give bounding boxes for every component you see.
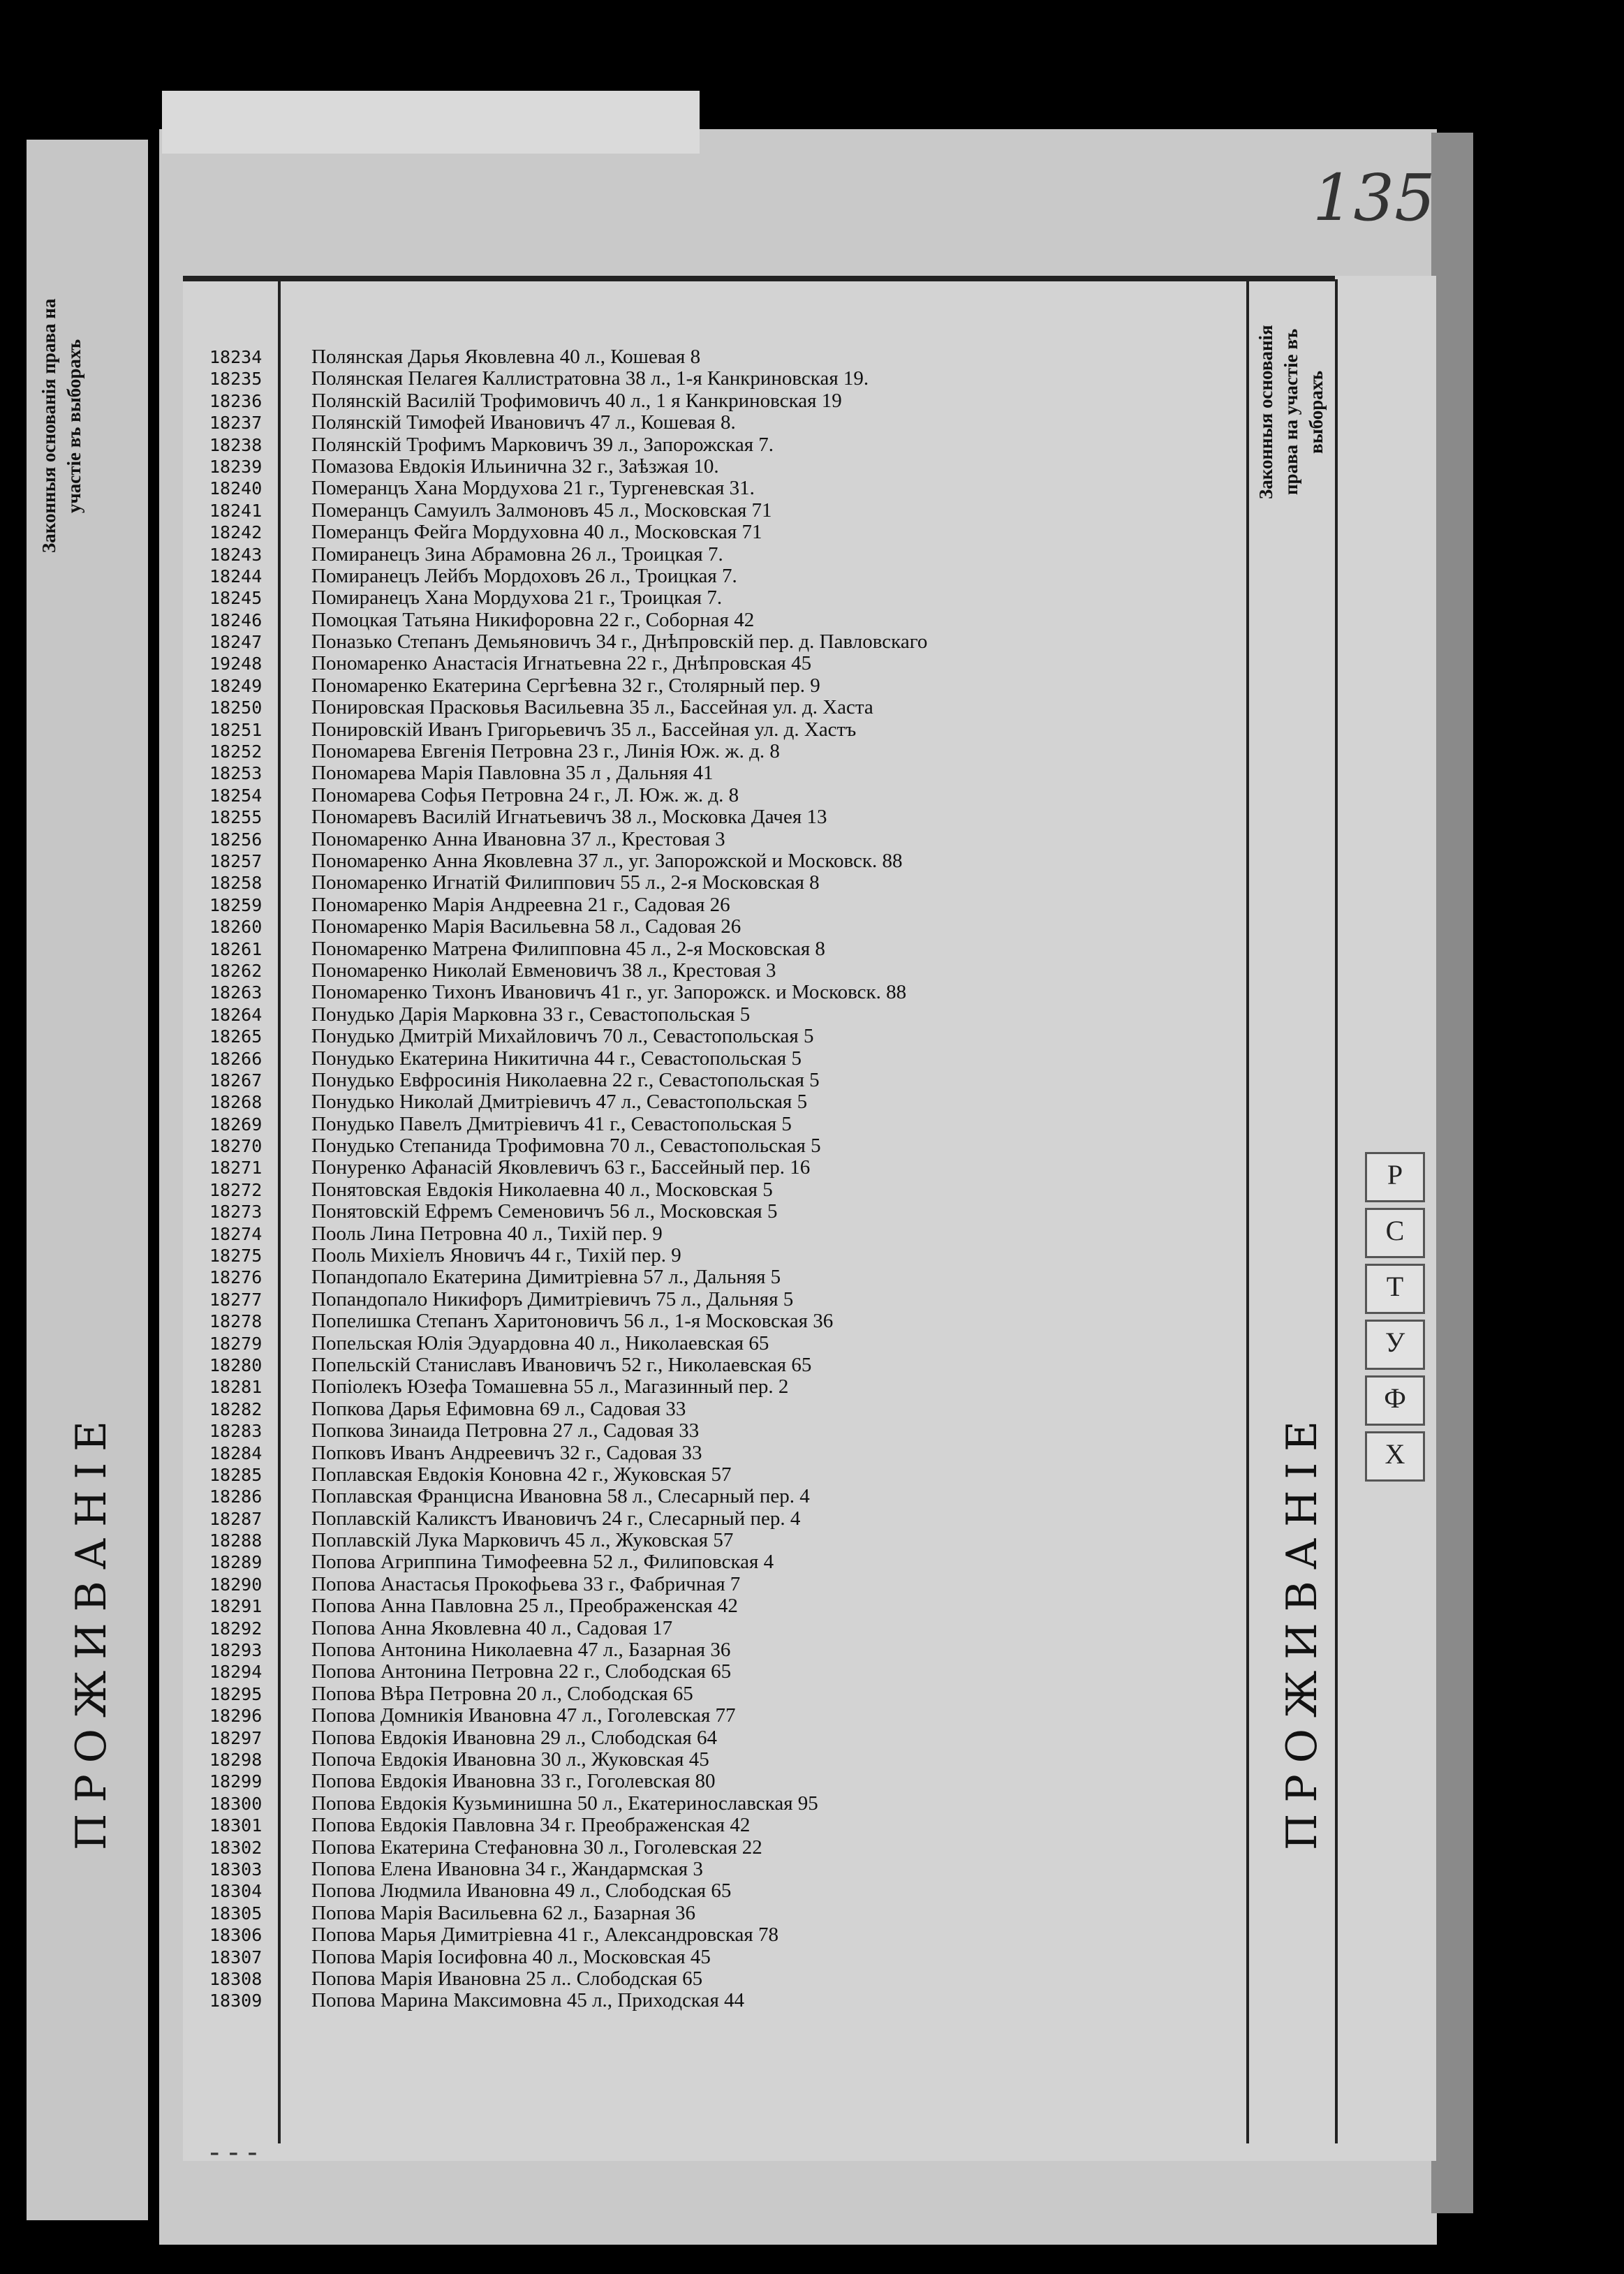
entry-number: 18294 <box>209 1662 263 1683</box>
index-tab[interactable]: Р <box>1365 1152 1425 1202</box>
entry-text: Попова Екатерина Стефановна 30 л., Гоголевская 22 <box>311 1836 762 1859</box>
folio-number: 135 <box>1313 161 1435 235</box>
entry-text: Попова Антонина Петровна 22 г., Слободская 65 <box>311 1660 732 1683</box>
entry-number: 18270 <box>209 1136 263 1157</box>
list-item <box>209 1508 1187 1530</box>
entry-text: Попова Антонина Николаевна 47 л., Базарная 36 <box>311 1639 731 1662</box>
list-item <box>209 1026 1187 1047</box>
list-item <box>209 346 1187 368</box>
right-section-title: ПРОЖИВАНІЕ <box>1278 1410 1327 1850</box>
entry-text: Попова Елена Ивановна 34 г., Жандармская 3 <box>311 1857 703 1880</box>
entry-number: 18253 <box>209 763 263 784</box>
entry-text: Пономаренко Марія Васильевна 58 л., Садовая 26 <box>311 915 741 938</box>
list-item <box>209 1815 1187 1836</box>
entry-text: Померанцъ Фейга Мордуховна 40 л., Московская 71 <box>311 521 762 544</box>
entry-text: Помиранецъ Хана Мордухова 21 г., Троицкая 7. <box>311 586 723 610</box>
entry-number: 18287 <box>209 1508 263 1529</box>
entry-text: Попова Марья Димитріевна 41 г., Александровская 78 <box>311 1924 778 1947</box>
list-item <box>209 1990 1187 2011</box>
entry-number: 18246 <box>209 610 263 630</box>
entry-number: 18269 <box>209 1114 263 1135</box>
list-item <box>209 675 1187 697</box>
list-item <box>209 719 1187 741</box>
entry-text: Понировскій Иванъ Григорьевичъ 35 л., Бассейная ул. д. Хастъ <box>311 718 857 741</box>
entry-number: 18261 <box>209 938 263 959</box>
entry-number: 18245 <box>209 588 263 609</box>
list-item <box>209 544 1187 566</box>
list-item <box>209 1880 1187 1902</box>
entry-number: 18263 <box>209 982 263 1003</box>
entry-number: 18267 <box>209 1070 263 1091</box>
entry-text: Пономарева Евгенія Петровна 23 г., Линія Юж. ж. д. 8 <box>311 740 780 763</box>
outer-right-rule <box>1335 279 1338 2143</box>
list-item <box>209 434 1187 456</box>
entry-text: Попелишка Степанъ Харитоновичъ 56 л., 1-я Московская 36 <box>311 1310 834 1333</box>
entry-text: Попова Анна Павловна 25 л., Преображенская 42 <box>311 1595 738 1618</box>
entry-number: 18266 <box>209 1048 263 1069</box>
entry-text: Пономаренко Марія Андреевна 21 г., Садовая 26 <box>311 893 730 916</box>
list-item <box>209 1486 1187 1507</box>
entry-number: 18247 <box>209 632 263 653</box>
entry-number: 18272 <box>209 1179 263 1200</box>
entry-number: 18249 <box>209 675 263 696</box>
entry-text: Попова Марія Васильевна 62 л., Базарная 36 <box>311 1901 696 1924</box>
list-item <box>209 1574 1187 1595</box>
entry-text: Пооль Михіелъ Яновичъ 44 г., Тихій пер. 9 <box>311 1244 681 1267</box>
entry-text: Попова Евдокія Павловна 34 г. Преображенская 42 <box>311 1814 751 1837</box>
entry-text: Попова Анна Яковлевна 40 л., Садовая 17 <box>311 1616 673 1639</box>
list-item <box>209 1968 1187 1990</box>
entry-number: 18237 <box>209 413 263 434</box>
entry-number: 18250 <box>209 697 263 718</box>
entry-number: 18276 <box>209 1267 263 1288</box>
list-item <box>209 762 1187 784</box>
list-item <box>209 1398 1187 1420</box>
entry-number: 18238 <box>209 434 263 455</box>
entry-number: 18301 <box>209 1815 263 1836</box>
list-item <box>209 566 1187 587</box>
entry-number: 18278 <box>209 1311 263 1332</box>
list-item <box>209 456 1187 478</box>
entry-text: Полянскій Трофимъ Марковичъ 39 л., Запорожская 7. <box>311 433 774 456</box>
end-mark: - - - <box>209 2136 258 2169</box>
entry-text: Попіолекъ Юзефа Томашевна 55 л., Магазинный пер. 2 <box>311 1375 789 1398</box>
entry-number: 18241 <box>209 500 263 521</box>
entry-text: Попова Марія Іосифовна 40 л., Московская 45 <box>311 1945 711 1968</box>
entry-number: 18258 <box>209 873 263 894</box>
entry-text: Попоча Евдокія Ивановна 30 л., Жуковская 45 <box>311 1748 709 1771</box>
list-item <box>209 631 1187 653</box>
list-item <box>209 653 1187 674</box>
right-column-rule <box>1246 279 1249 2143</box>
entry-number: 18307 <box>209 1947 263 1967</box>
alphabet-index-tabs <box>1365 1152 1449 1487</box>
list-item <box>209 412 1187 434</box>
entry-text: Попковъ Иванъ Андреевичъ 32 г., Садовая 33 <box>311 1441 702 1464</box>
list-item <box>209 1201 1187 1223</box>
list-item <box>209 1618 1187 1639</box>
entry-text: Понятовская Евдокія Николаевна 40 л., Московская 5 <box>311 1178 773 1201</box>
list-item <box>209 1793 1187 1815</box>
index-tab[interactable]: Т <box>1365 1264 1425 1314</box>
entry-text: Помиранецъ Лейбъ Мордоховъ 26 л., Троицкая 7. <box>311 564 737 587</box>
entry-text: Пономарева Марія Павловна 35 л , Дальняя 41 <box>311 762 714 785</box>
list-item <box>209 1749 1187 1771</box>
entry-text: Понуренко Афанасій Яковлевичъ 63 г., Бассейный пер. 16 <box>311 1156 811 1179</box>
entry-number: 18244 <box>209 566 263 586</box>
list-item <box>209 1947 1187 1968</box>
entry-number: 18243 <box>209 544 263 565</box>
entry-text: Полянскій Тимофей Ивановичъ 47 л., Кошевая 8. <box>311 411 736 434</box>
right-column-heading: Законныя основанія права на участіе въ выборахъ <box>1255 325 1327 499</box>
entry-list <box>209 346 1187 2012</box>
list-item <box>209 894 1187 916</box>
entry-text: Попова Марина Максимовна 45 л., Приходская 44 <box>311 1989 745 2012</box>
list-item <box>209 1683 1187 1705</box>
entry-text: Понудько Павелъ Дмитріевичъ 41 г., Севастопольская 5 <box>311 1112 792 1135</box>
entry-number: 18283 <box>209 1421 263 1442</box>
list-item <box>209 1135 1187 1157</box>
index-tab[interactable]: С <box>1365 1208 1425 1258</box>
list-item <box>209 1004 1187 1026</box>
entry-text: Померанцъ Хана Мордухова 21 г., Тургеневская 31. <box>311 477 755 500</box>
list-item <box>209 1048 1187 1070</box>
entry-text: Попельскій Станиславъ Ивановичъ 52 г., Николаевская 65 <box>311 1353 812 1376</box>
list-item <box>209 1771 1187 1792</box>
entry-number: 18289 <box>209 1552 263 1573</box>
entry-number: 18256 <box>209 829 263 850</box>
entry-text: Пономаренко Анна Яковлевна 37 л., уг. Запорожской и Московск. 88 <box>311 849 903 872</box>
entry-number: 18288 <box>209 1530 263 1551</box>
entry-number: 18271 <box>209 1158 263 1179</box>
entry-number: 18239 <box>209 456 263 477</box>
entry-text: Попова Марія Ивановна 25 л.. Слободская 65 <box>311 1967 703 1990</box>
entry-number: 18255 <box>209 807 263 828</box>
entry-text: Пономаревъ Василій Игнатьевичъ 38 л., Московка Дачея 13 <box>311 806 827 829</box>
left-section-title: ПРОЖИВАНІЕ <box>67 1410 116 1850</box>
entry-number: 18273 <box>209 1202 263 1223</box>
entry-number: 18242 <box>209 522 263 543</box>
index-tab[interactable]: Х <box>1365 1431 1425 1482</box>
entry-text: Попова Евдокія Ивановна 29 л., Слободская 64 <box>311 1726 717 1749</box>
entry-text: Помиранецъ Зина Абрамовна 26 л., Троицкая 7. <box>311 542 723 566</box>
entry-text: Помазова Евдокія Ильинична 32 г., Заѣзжая 10. <box>311 455 719 478</box>
list-item <box>209 390 1187 412</box>
list-item <box>209 982 1187 1003</box>
entry-number: 18257 <box>209 850 263 871</box>
list-item <box>209 1070 1187 1091</box>
entry-text: Понудько Дарія Марковна 33 г., Севастопольская 5 <box>311 1003 751 1026</box>
entry-number: 18284 <box>209 1442 263 1463</box>
entry-text: Пономаренко Анастасія Игнатьевна 22 г., Днѣпровская 45 <box>311 652 812 675</box>
entry-text: Пономаренко Анна Ивановна 37 л., Крестовая 3 <box>311 827 725 850</box>
list-item <box>209 1595 1187 1617</box>
entry-number: 18304 <box>209 1881 263 1902</box>
list-item <box>209 1157 1187 1179</box>
entry-number: 18236 <box>209 390 263 411</box>
entry-text: Попандопало Екатерина Димитріевна 57 л., Дальняя 5 <box>311 1266 781 1289</box>
entry-number: 18296 <box>209 1706 263 1727</box>
entry-number: 18306 <box>209 1925 263 1946</box>
index-tab[interactable]: У <box>1365 1320 1425 1370</box>
list-item <box>209 1837 1187 1859</box>
entry-text: Понировская Прасковья Васильевна 35 л., Бассейная ул. д. Хаста <box>311 696 873 719</box>
list-item <box>209 1289 1187 1310</box>
entry-text: Попкова Дарья Ефимовна 69 л., Садовая 33 <box>311 1397 686 1420</box>
entry-number: 18260 <box>209 917 263 938</box>
list-item <box>209 1727 1187 1749</box>
list-item <box>209 916 1187 938</box>
entry-text: Понудько Екатерина Никитична 44 г., Севастопольская 5 <box>311 1047 802 1070</box>
list-item <box>209 1376 1187 1398</box>
entry-text: Пономарева Софья Петровна 24 г., Л. Юж. ж. д. 8 <box>311 783 739 806</box>
list-item <box>209 1310 1187 1332</box>
list-item <box>209 960 1187 982</box>
entry-number: 19248 <box>209 654 263 674</box>
entry-number: 18235 <box>209 369 263 390</box>
list-item <box>209 500 1187 522</box>
list-item <box>209 1091 1187 1113</box>
entry-number: 18292 <box>209 1618 263 1639</box>
list-item <box>209 1420 1187 1442</box>
entry-number: 18303 <box>209 1859 263 1880</box>
entry-number: 18300 <box>209 1793 263 1814</box>
entry-number: 18295 <box>209 1683 263 1704</box>
entry-number: 18277 <box>209 1289 263 1310</box>
entry-number: 18291 <box>209 1596 263 1617</box>
list-item <box>209 1859 1187 1880</box>
entry-number: 18308 <box>209 1968 263 1989</box>
entry-number: 18274 <box>209 1223 263 1244</box>
entry-number: 18234 <box>209 347 263 367</box>
list-item <box>209 1354 1187 1376</box>
entry-text: Поплавская Францисна Ивановна 58 л., Слесарный пер. 4 <box>311 1485 810 1508</box>
list-item <box>209 522 1187 543</box>
entry-text: Понудько Евфросинія Николаевна 22 г., Севастопольская 5 <box>311 1068 820 1091</box>
entry-number: 18262 <box>209 960 263 981</box>
entry-number: 18309 <box>209 1991 263 2011</box>
list-item <box>209 1442 1187 1464</box>
entry-number: 18251 <box>209 719 263 740</box>
list-item <box>209 1705 1187 1727</box>
list-item <box>209 1267 1187 1288</box>
entry-text: Полянскій Василій Трофимовичъ 40 л., 1 я Канкриновская 19 <box>311 389 842 412</box>
entry-text: Понудько Николай Дмитріевичъ 47 л., Севастопольская 5 <box>311 1091 808 1114</box>
entry-text: Пономаренко Матрена Филипповна 45 л., 2-я Московская 8 <box>311 937 825 960</box>
entry-text: Понудько Степанида Трофимовна 70 л., Севастопольская 5 <box>311 1135 821 1158</box>
entry-number: 18285 <box>209 1464 263 1485</box>
entry-text: Попова Евдокія Ивановна 33 г., Гоголевская 80 <box>311 1770 716 1793</box>
list-item <box>209 368 1187 390</box>
list-item <box>209 1179 1187 1201</box>
entry-number: 18290 <box>209 1574 263 1595</box>
list-item <box>209 938 1187 960</box>
entry-number: 18302 <box>209 1837 263 1858</box>
list-item <box>209 872 1187 894</box>
index-tab[interactable]: Ф <box>1365 1375 1425 1426</box>
entry-text: Пооль Лина Петровна 40 л., Тихій пер. 9 <box>311 1222 663 1245</box>
entry-text: Поназько Степанъ Демьяновичъ 34 г., Днѣпровскій пер. д. Павловскаго <box>311 630 928 654</box>
list-item <box>209 1661 1187 1683</box>
entry-text: Понятовскій Ефремъ Семеновичъ 56 л., Московская 5 <box>311 1200 778 1223</box>
list-item <box>209 1903 1187 1924</box>
entry-number: 18280 <box>209 1354 263 1375</box>
entry-text: Поплавскій Каликстъ Ивановичъ 24 г., Слесарный пер. 4 <box>311 1507 801 1530</box>
entry-number: 18268 <box>209 1092 263 1113</box>
entry-text: Попова Евдокія Кузьминишна 50 л., Екатеринославская 95 <box>311 1792 818 1815</box>
list-item <box>209 785 1187 806</box>
list-item <box>209 1639 1187 1661</box>
list-item <box>209 1551 1187 1573</box>
entry-text: Попова Агриппина Тимофеевна 52 л., Филиповская 4 <box>311 1551 774 1574</box>
entry-text: Померанцъ Самуилъ Залмоновъ 45 л., Московская 71 <box>311 499 772 522</box>
list-item <box>209 587 1187 609</box>
entry-number: 18297 <box>209 1727 263 1748</box>
list-item <box>209 829 1187 850</box>
entry-text: Помоцкая Татьяна Никифоровна 22 г., Соборная 42 <box>311 608 755 631</box>
list-item <box>209 806 1187 828</box>
entry-text: Полянская Пелагея Каллистратовна 38 л., 1-я Канкриновская 19. <box>311 367 869 390</box>
entry-text: Пономаренко Игнатій Филиппович 55 л., 2-я Московская 8 <box>311 871 820 894</box>
entry-text: Полянская Дарья Яковлевна 40 л., Кошевая 8 <box>311 346 701 368</box>
list-item <box>209 1223 1187 1245</box>
entry-number: 18252 <box>209 741 263 762</box>
entry-number: 18275 <box>209 1246 263 1267</box>
entry-text: Поплавская Евдокія Коновна 42 г., Жуковская 57 <box>311 1463 732 1486</box>
list-item <box>209 850 1187 872</box>
entry-number: 18299 <box>209 1771 263 1792</box>
page-tab-slip <box>162 91 700 154</box>
entry-number: 18282 <box>209 1398 263 1419</box>
entry-number: 18240 <box>209 478 263 499</box>
list-item <box>209 1333 1187 1354</box>
entry-number: 18298 <box>209 1750 263 1770</box>
list-item <box>209 478 1187 499</box>
list-item <box>209 1464 1187 1486</box>
entry-number: 18293 <box>209 1640 263 1661</box>
entry-number: 18254 <box>209 785 263 806</box>
entry-number: 18305 <box>209 1903 263 1924</box>
left-column-heading: Законныя основанія права на участіе въ выборахъ <box>38 298 84 554</box>
list-item <box>209 1530 1187 1551</box>
list-item <box>209 697 1187 718</box>
entry-number: 18265 <box>209 1026 263 1047</box>
entry-text: Поплавскій Лука Марковичъ 45 л., Жуковская 57 <box>311 1529 734 1552</box>
list-item <box>209 1245 1187 1267</box>
entry-text: Попова Домникія Ивановна 47 л., Гоголевская 77 <box>311 1704 736 1727</box>
list-item <box>209 1114 1187 1135</box>
entry-number: 18286 <box>209 1486 263 1507</box>
top-rule <box>183 276 1335 281</box>
entry-text: Пономаренко Екатерина Сергѣевна 32 г., Столярный пер. 9 <box>311 674 820 697</box>
entry-text: Пономаренко Николай Евменовичъ 38 л., Крестовая 3 <box>311 959 776 982</box>
entry-text: Попкова Зинаида Петровна 27 л., Садовая 33 <box>311 1419 700 1442</box>
entry-text: Попельская Юлія Эдуардовна 40 л., Николаевская 65 <box>311 1331 769 1354</box>
entry-text: Попова Людмила Ивановна 49 л., Слободская 65 <box>311 1880 732 1903</box>
entry-text: Пономаренко Тихонъ Ивановичъ 41 г., уг. Запорожск. и Московск. 88 <box>311 981 907 1004</box>
list-item <box>209 610 1187 631</box>
entry-number: 18281 <box>209 1377 263 1398</box>
entry-number: 18259 <box>209 894 263 915</box>
entry-text: Попандопало Никифоръ Димитріевичъ 75 л., Дальняя 5 <box>311 1287 794 1310</box>
list-item <box>209 1924 1187 1946</box>
list-item <box>209 741 1187 762</box>
entry-number: 18279 <box>209 1333 263 1354</box>
entry-text: Понудько Дмитрій Михайловичъ 70 л., Севастопольская 5 <box>311 1025 814 1048</box>
entry-text: Попова Вѣра Петровна 20 л., Слободская 65 <box>311 1682 693 1705</box>
entry-text: Попова Анастасья Прокофьева 33 г., Фабричная 7 <box>311 1572 741 1595</box>
entry-number: 18264 <box>209 1004 263 1025</box>
